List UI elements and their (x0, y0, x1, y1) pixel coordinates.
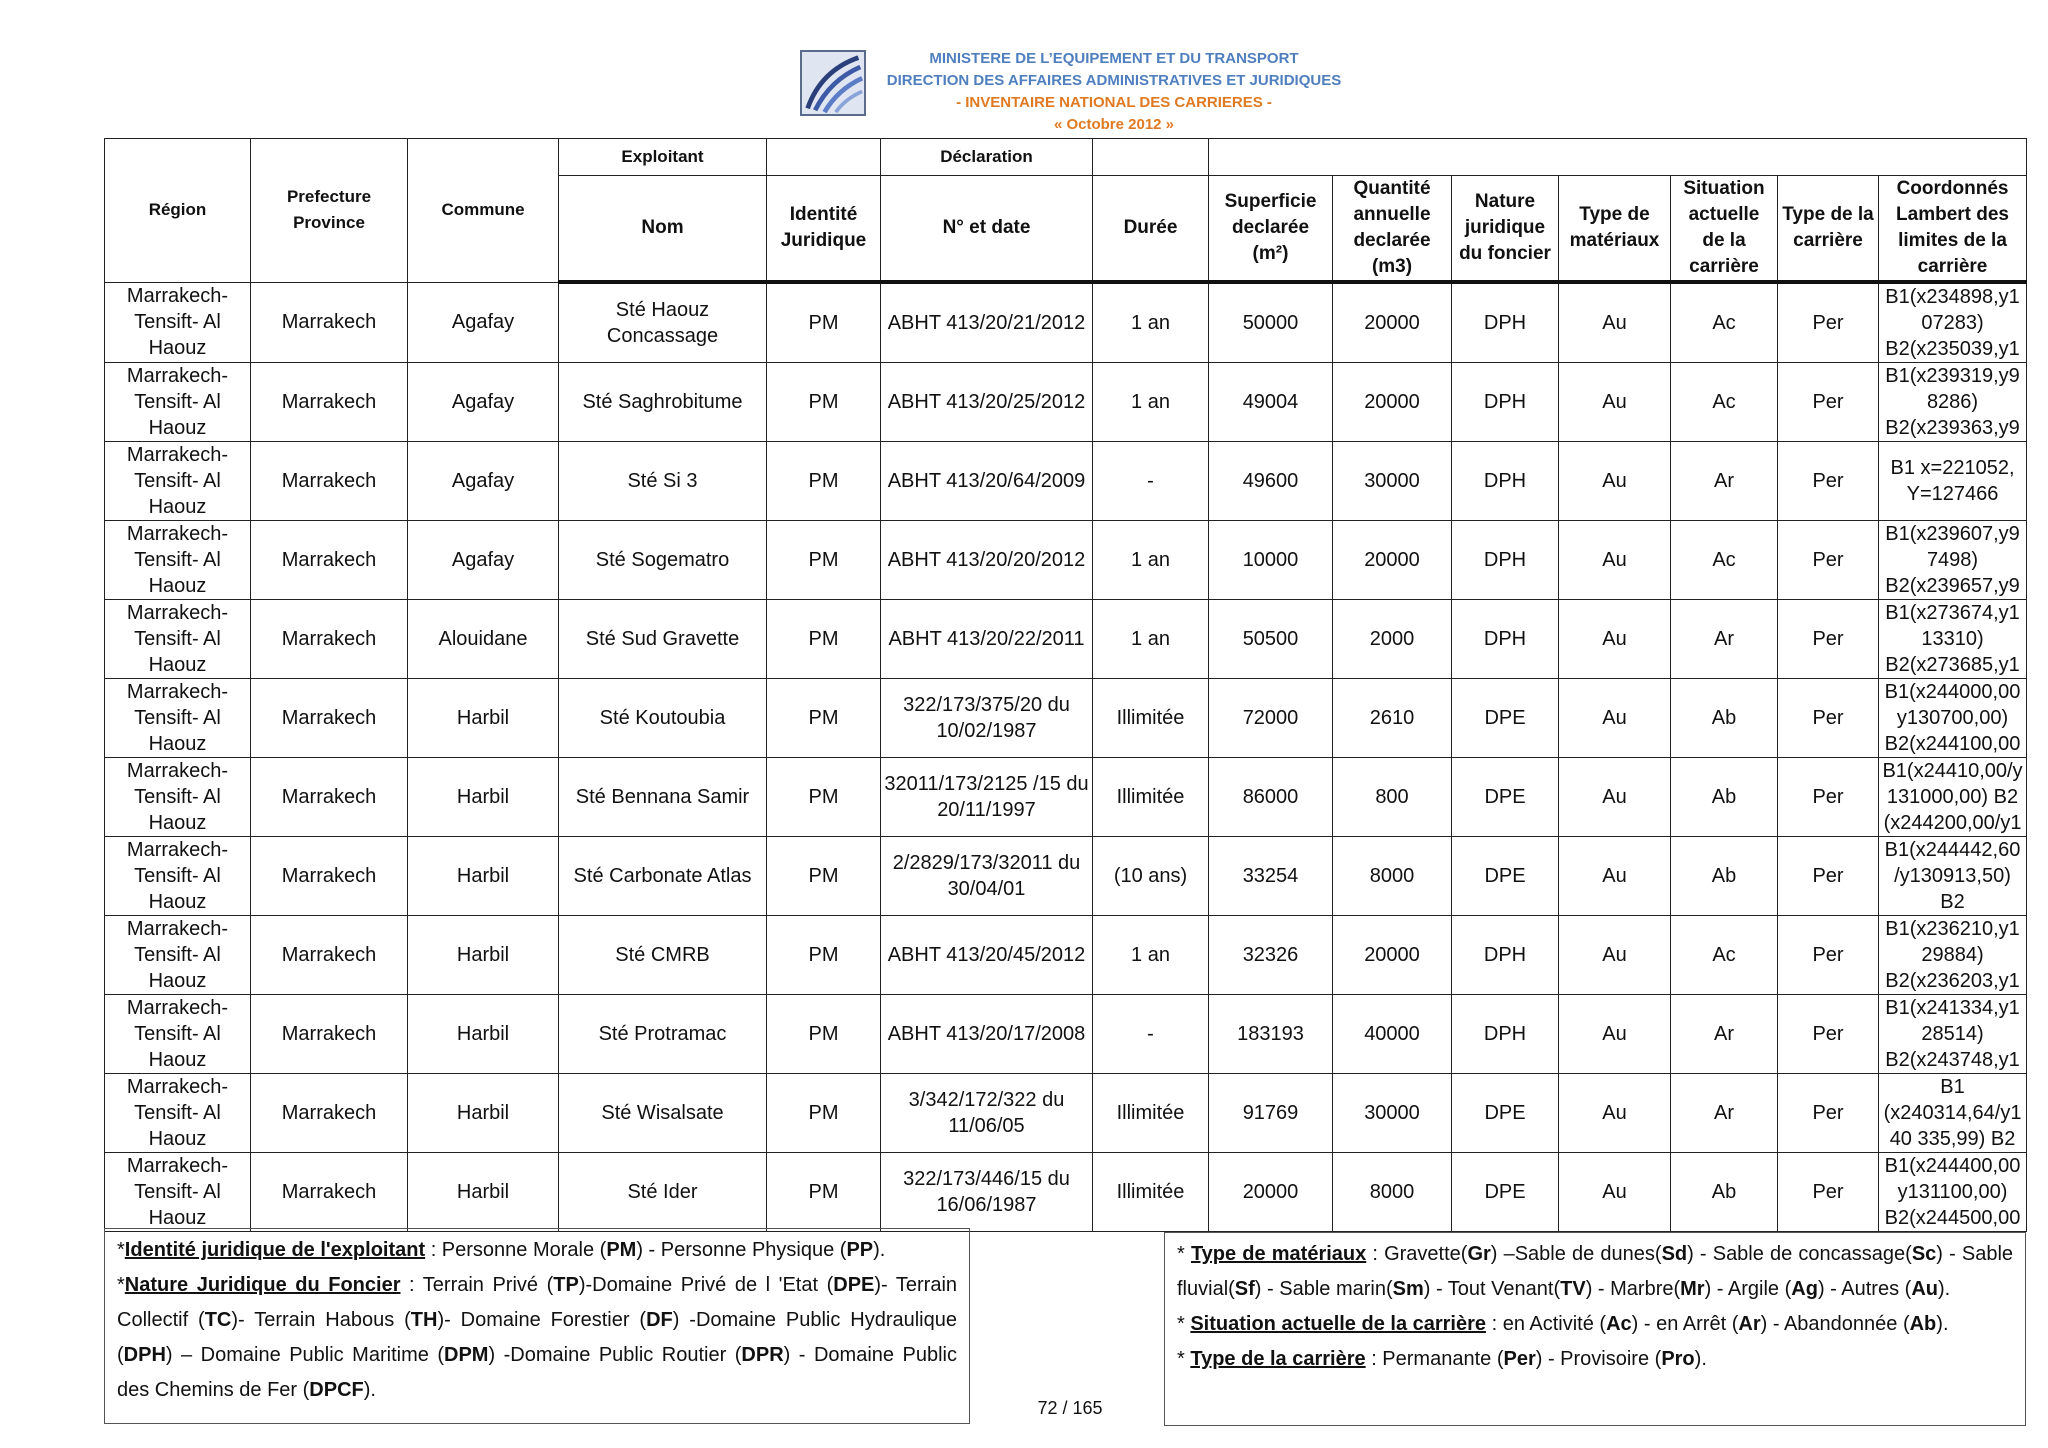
cell-materiaux: Au (1559, 837, 1671, 916)
col-quantite: Quantité annuelle declarée (m3) (1333, 176, 1452, 283)
legend-left (104, 1228, 970, 1424)
cell-type: Per (1778, 1153, 1879, 1232)
cell-region: Marrakech- Tensift- Al Haouz (105, 1153, 251, 1232)
table-body (105, 282, 2027, 1232)
cell-nom: Sté Sogematro (559, 521, 767, 600)
cell-commune: Agafay (408, 442, 559, 521)
cell-nom: Sté Bennana Samir (559, 758, 767, 837)
cell-commune: Agafay (408, 363, 559, 442)
cell-type: Per (1778, 282, 1879, 363)
cell-numero-date: 322/173/375/20 du 10/02/1987 (881, 679, 1093, 758)
cell-prefecture: Marrakech (251, 282, 408, 363)
cell-coord: B1 (x240314,64/y1 40 335,99) B2 (1879, 1074, 2027, 1153)
cell-commune: Harbil (408, 837, 559, 916)
cell-numero-date: ABHT 413/20/20/2012 (881, 521, 1093, 600)
cell-numero-date: 322/173/446/15 du 16/06/1987 (881, 1153, 1093, 1232)
cell-superficie: 50000 (1209, 282, 1333, 363)
col-numero-date: N° et date (881, 176, 1093, 283)
cell-nature: DPE (1452, 758, 1559, 837)
cell-duree: - (1093, 442, 1209, 521)
cell-identite: PM (767, 521, 881, 600)
cell-situation: Ar (1671, 995, 1778, 1074)
cell-situation: Ar (1671, 442, 1778, 521)
cell-superficie: 50500 (1209, 600, 1333, 679)
cell-nature: DPH (1452, 995, 1559, 1074)
col-situation: Situation actuelle de la carrière (1671, 176, 1778, 283)
cell-nom: Sté Koutoubia (559, 679, 767, 758)
col-superficie: Superficie declarée (m²) (1209, 176, 1333, 283)
table-row (105, 600, 2027, 679)
col-prefecture: Prefecture Province (251, 139, 408, 283)
cell-region: Marrakech- Tensift- Al Haouz (105, 600, 251, 679)
cell-situation: Ac (1671, 916, 1778, 995)
cell-nom: Sté Sud Gravette (559, 600, 767, 679)
cell-superficie: 183193 (1209, 995, 1333, 1074)
legend-materiaux: * Type de matériaux : Gravette(Gr) –Sable de dunes(Sd) - Sable de concassage(Sc) - Sable fluvial(Sf) - Sable marin(Sm) - Tout Venant(TV) - Marbre(Mr) - Argile (Ag) - Autres (Au). (1177, 1243, 2014, 1300)
cell-identite: PM (767, 837, 881, 916)
cell-identite: PM (767, 600, 881, 679)
header-ministry: MINISTERE DE L’EQUIPEMENT ET DU TRANSPORT (929, 50, 1299, 67)
cell-duree: 1 an (1093, 282, 1209, 363)
col-commune: Commune (408, 139, 559, 283)
cell-identite: PM (767, 916, 881, 995)
cell-type: Per (1778, 837, 1879, 916)
cell-situation: Ab (1671, 758, 1778, 837)
cell-nom: Sté Carbonate Atlas (559, 837, 767, 916)
table-row (105, 758, 2027, 837)
cell-duree: Illimitée (1093, 1074, 1209, 1153)
cell-situation: Ac (1671, 363, 1778, 442)
cell-coord: B1(x239607,y9 7498) B2(x239657,y9 (1879, 521, 2027, 600)
cell-numero-date: ABHT 413/20/45/2012 (881, 916, 1093, 995)
cell-type: Per (1778, 1074, 1879, 1153)
cell-quantite: 2610 (1333, 679, 1452, 758)
legend-nature: *Nature Juridique du Foncier : Terrain Privé (TP)-Domaine Privé de l 'Etat (DPE)- Terrain Collectif (TC)- Terrain Habous (TH)- Domaine Forestier (DF) -Domaine Public Hydraulique (DPH) – Domaine Public Maritime (DPM) -Domaine Public Routier (DPR) - Domaine Public des Chemins de Fer (DPCF). (117, 1274, 958, 1401)
cell-situation: Ar (1671, 600, 1778, 679)
cell-quantite: 2000 (1333, 600, 1452, 679)
cell-identite: PM (767, 363, 881, 442)
cell-type: Per (1778, 521, 1879, 600)
quarry-table (104, 138, 2027, 1232)
cell-numero-date: 3/342/172/322 du 11/06/05 (881, 1074, 1093, 1153)
cell-duree: 1 an (1093, 600, 1209, 679)
cell-coord: B1(x244400,00 y131100,00) B2(x244500,00 (1879, 1153, 2027, 1232)
cell-prefecture: Marrakech (251, 521, 408, 600)
cell-commune: Harbil (408, 1074, 559, 1153)
cell-coord: B1(x244000,00 y130700,00) B2(x244100,00 (1879, 679, 2027, 758)
cell-quantite: 20000 (1333, 282, 1452, 363)
cell-materiaux: Au (1559, 363, 1671, 442)
cell-nom: Sté CMRB (559, 916, 767, 995)
cell-numero-date: 2/2829/173/32011 du 30/04/01 (881, 837, 1093, 916)
cell-materiaux: Au (1559, 1153, 1671, 1232)
cell-nature: DPE (1452, 837, 1559, 916)
cell-nature: DPH (1452, 916, 1559, 995)
cell-coord: B1(x244442,60 /y130913,50) B2 (1879, 837, 2027, 916)
cell-materiaux: Au (1559, 600, 1671, 679)
cell-type: Per (1778, 442, 1879, 521)
cell-commune: Harbil (408, 758, 559, 837)
legend-right (1164, 1232, 2026, 1426)
cell-quantite: 30000 (1333, 1074, 1452, 1153)
col-nature: Nature juridique du foncier (1452, 176, 1559, 283)
cell-nature: DPH (1452, 521, 1559, 600)
cell-region: Marrakech- Tensift- Al Haouz (105, 363, 251, 442)
cell-duree: Illimitée (1093, 1153, 1209, 1232)
cell-situation: Ar (1671, 1074, 1778, 1153)
table-group-header-row (105, 139, 2027, 176)
cell-superficie: 32326 (1209, 916, 1333, 995)
cell-superficie: 49600 (1209, 442, 1333, 521)
group-declaration: Déclaration (881, 139, 1093, 176)
cell-superficie: 20000 (1209, 1153, 1333, 1232)
cell-materiaux: Au (1559, 995, 1671, 1074)
col-type-materiaux: Type de matériaux (1559, 176, 1671, 283)
cell-numero-date: ABHT 413/20/17/2008 (881, 995, 1093, 1074)
cell-nature: DPH (1452, 600, 1559, 679)
cell-materiaux: Au (1559, 442, 1671, 521)
cell-region: Marrakech- Tensift- Al Haouz (105, 679, 251, 758)
cell-coord: B1(x234898,y1 07283) B2(x235039,y1 (1879, 282, 2027, 363)
legend-identite: *Identité juridique de l'exploitant : Personne Morale (PM) - Personne Physique (PP). (117, 1239, 886, 1261)
cell-nom: Sté Haouz Concassage (559, 282, 767, 363)
cell-region: Marrakech- Tensift- Al Haouz (105, 442, 251, 521)
cell-commune: Harbil (408, 995, 559, 1074)
cell-superficie: 86000 (1209, 758, 1333, 837)
cell-type: Per (1778, 363, 1879, 442)
cell-region: Marrakech- Tensift- Al Haouz (105, 837, 251, 916)
cell-duree: 1 an (1093, 363, 1209, 442)
cell-quantite: 20000 (1333, 521, 1452, 600)
cell-prefecture: Marrakech (251, 363, 408, 442)
cell-prefecture: Marrakech (251, 600, 408, 679)
cell-type: Per (1778, 679, 1879, 758)
cell-nature: DPH (1452, 442, 1559, 521)
cell-superficie: 10000 (1209, 521, 1333, 600)
cell-numero-date: ABHT 413/20/21/2012 (881, 282, 1093, 363)
ministry-logo (800, 50, 866, 116)
cell-nom: Sté Si 3 (559, 442, 767, 521)
cell-situation: Ab (1671, 679, 1778, 758)
cell-nature: DPE (1452, 1153, 1559, 1232)
cell-nature: DPH (1452, 282, 1559, 363)
cell-identite: PM (767, 679, 881, 758)
cell-nom: Sté Wisalsate (559, 1074, 767, 1153)
cell-region: Marrakech- Tensift- Al Haouz (105, 282, 251, 363)
table-row (105, 1074, 2027, 1153)
cell-prefecture: Marrakech (251, 442, 408, 521)
table-row (105, 442, 2027, 521)
cell-commune: Harbil (408, 679, 559, 758)
cell-quantite: 20000 (1333, 363, 1452, 442)
cell-materiaux: Au (1559, 1074, 1671, 1153)
group-blank (767, 139, 881, 176)
cell-prefecture: Marrakech (251, 1153, 408, 1232)
cell-region: Marrakech- Tensift- Al Haouz (105, 521, 251, 600)
document-header (800, 48, 1360, 133)
col-type-carriere: Type de la carrière (1778, 176, 1879, 283)
table-row (105, 1153, 2027, 1232)
cell-identite: PM (767, 758, 881, 837)
cell-region: Marrakech- Tensift- Al Haouz (105, 1074, 251, 1153)
table-row (105, 916, 2027, 995)
group-exploitant: Exploitant (559, 139, 767, 176)
cell-type: Per (1778, 916, 1879, 995)
table-row (105, 363, 2027, 442)
cell-prefecture: Marrakech (251, 1074, 408, 1153)
cell-identite: PM (767, 995, 881, 1074)
page-number: 72 / 165 (1037, 1398, 1103, 1418)
header-direction: DIRECTION DES AFFAIRES ADMINISTRATIVES ET JURIDIQUES (886, 72, 1342, 89)
col-region: Région (105, 139, 251, 283)
cell-numero-date: 32011/173/2125 /15 du 20/11/1997 (881, 758, 1093, 837)
cell-commune: Agafay (408, 282, 559, 363)
cell-materiaux: Au (1559, 679, 1671, 758)
cell-prefecture: Marrakech (251, 758, 408, 837)
cell-nom: Sté Saghrobitume (559, 363, 767, 442)
header-inventory: - INVENTAIRE NATIONAL DES CARRIERES - (956, 94, 1272, 111)
cell-coord: B1(x273674,y1 13310) B2(x273685,y1 (1879, 600, 2027, 679)
cell-coord: B1(x236210,y1 29884) B2(x236203,y1 (1879, 916, 2027, 995)
table-row (105, 679, 2027, 758)
cell-superficie: 72000 (1209, 679, 1333, 758)
header-date: « Octobre 2012 » (1053, 116, 1175, 133)
cell-identite: PM (767, 282, 881, 363)
table-row (105, 521, 2027, 600)
group-blank (1093, 139, 1209, 176)
cell-situation: Ab (1671, 1153, 1778, 1232)
cell-coord: B1(x24410,00/y 131000,00) B2 (x244200,00/y1 (1879, 758, 2027, 837)
cell-nature: DPE (1452, 679, 1559, 758)
cell-situation: Ac (1671, 521, 1778, 600)
cell-numero-date: ABHT 413/20/25/2012 (881, 363, 1093, 442)
cell-prefecture: Marrakech (251, 995, 408, 1074)
cell-identite: PM (767, 1153, 881, 1232)
cell-duree: Illimitée (1093, 679, 1209, 758)
legend-situation: * Situation actuelle de la carrière : en Activité (Ac) - en Arrêt (Ar) - Abandonnée (Ab). (1177, 1313, 1949, 1335)
table-row (105, 837, 2027, 916)
cell-duree: - (1093, 995, 1209, 1074)
cell-quantite: 8000 (1333, 837, 1452, 916)
col-duree: Durée (1093, 176, 1209, 283)
col-nom: Nom (559, 176, 767, 283)
cell-situation: Ab (1671, 837, 1778, 916)
cell-quantite: 20000 (1333, 916, 1452, 995)
cell-region: Marrakech- Tensift- Al Haouz (105, 995, 251, 1074)
cell-coord: B1 x=221052, Y=127466 (1879, 442, 2027, 521)
cell-materiaux: Au (1559, 916, 1671, 995)
cell-materiaux: Au (1559, 758, 1671, 837)
cell-quantite: 30000 (1333, 442, 1452, 521)
cell-commune: Agafay (408, 521, 559, 600)
cell-duree: 1 an (1093, 521, 1209, 600)
cell-nature: DPE (1452, 1074, 1559, 1153)
legend-type-carriere: * Type de la carrière : Permanante (Per) - Provisoire (Pro). (1177, 1348, 1707, 1370)
cell-numero-date: ABHT 413/20/22/2011 (881, 600, 1093, 679)
cell-materiaux: Au (1559, 521, 1671, 600)
cell-region: Marrakech- Tensift- Al Haouz (105, 758, 251, 837)
table-row (105, 282, 2027, 363)
cell-nom: Sté Protramac (559, 995, 767, 1074)
cell-type: Per (1778, 600, 1879, 679)
cell-identite: PM (767, 1074, 881, 1153)
cell-prefecture: Marrakech (251, 679, 408, 758)
cell-prefecture: Marrakech (251, 837, 408, 916)
cell-superficie: 33254 (1209, 837, 1333, 916)
cell-prefecture: Marrakech (251, 916, 408, 995)
cell-quantite: 800 (1333, 758, 1452, 837)
cell-nature: DPH (1452, 363, 1559, 442)
cell-duree: 1 an (1093, 916, 1209, 995)
cell-materiaux: Au (1559, 282, 1671, 363)
col-coordonnees: Coordonnés Lambert des limites de la carrière (1879, 176, 2027, 283)
cell-commune: Harbil (408, 1153, 559, 1232)
cell-region: Marrakech- Tensift- Al Haouz (105, 916, 251, 995)
cell-superficie: 49004 (1209, 363, 1333, 442)
cell-superficie: 91769 (1209, 1074, 1333, 1153)
cell-nom: Sté Ider (559, 1153, 767, 1232)
road-logo-icon (802, 52, 864, 114)
cell-situation: Ac (1671, 282, 1778, 363)
cell-type: Per (1778, 995, 1879, 1074)
cell-quantite: 40000 (1333, 995, 1452, 1074)
cell-identite: PM (767, 442, 881, 521)
cell-duree: Illimitée (1093, 758, 1209, 837)
cell-commune: Harbil (408, 916, 559, 995)
cell-quantite: 8000 (1333, 1153, 1452, 1232)
table-row (105, 995, 2027, 1074)
cell-numero-date: ABHT 413/20/64/2009 (881, 442, 1093, 521)
cell-coord: B1(x241334,y1 28514) B2(x243748,y1 (1879, 995, 2027, 1074)
group-blank-wide (1209, 139, 2027, 176)
cell-type: Per (1778, 758, 1879, 837)
cell-coord: B1(x239319,y9 8286) B2(x239363,y9 (1879, 363, 2027, 442)
col-identite: Identité Juridique (767, 176, 881, 283)
cell-commune: Alouidane (408, 600, 559, 679)
cell-duree: (10 ans) (1093, 837, 1209, 916)
